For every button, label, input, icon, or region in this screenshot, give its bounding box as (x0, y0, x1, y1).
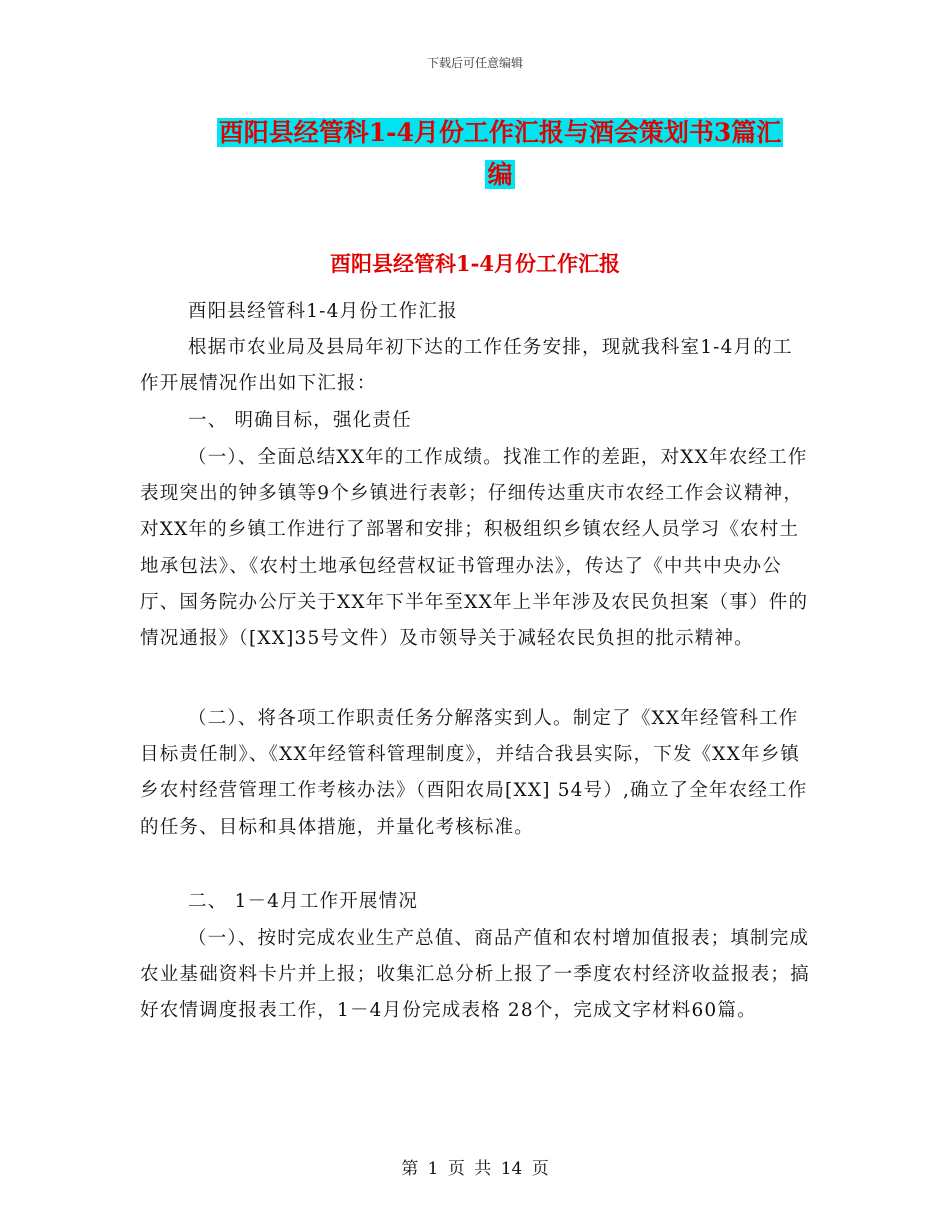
document-title (190, 112, 810, 196)
heading-one: 一、 明确目标，强化责任 (188, 410, 412, 431)
paragraph-item-3: （一）、按时完成农业生产总值、商品产值和农村增加值报表；填制完成农业基础资料卡片并上报；收集汇总分析上报了一季度农村经济收益报表；搞好农情调度报表工作，1－4月份完成表格 28个，完成文字材料60篇。 (140, 928, 810, 1022)
section-title: 酉阳县经管科1-4月份工作汇报 (330, 251, 620, 276)
heading-two: 二、 1－4月工作开展情况 (188, 891, 419, 912)
paragraph-subtitle: 酉阳县经管科1-4月份工作汇报 (188, 301, 458, 322)
paragraph-item-1: （一）、全面总结XX年的工作成绩。找准工作的差距，对XX年农经工作表现突出的钟多镇等9个乡镇进行表彰；仔细传达重庆市农经工作会议精神，对XX年的乡镇工作进行了部署和安排；积极组织乡镇农经人员学习《农村土地承包法》、《农村土地承包经营权证书管理办法》，传达了《中共中央办公厅、国务院办公厅关于XX年下半年至XX年上半年涉及农民负担案（事）件的情况通报》（[XX]35号文件）及市领导关于减轻农民负担的批示精神。 (140, 447, 809, 650)
header-note: 下载后可任意编辑 (426, 56, 523, 70)
paragraph-item-2: （二）、将各项工作职责任务分解落实到人。制定了《XX年经管科工作目标责任制》、《XX年经管科管理制度》，并结合我县实际，下发《XX年乡镇乡农村经营管理工作考核办法》（酉阳农局[XX] 54号）,确立了全年农经工作的任务、目标和具体措施，并量化考核标准。 (140, 708, 808, 838)
title-line-2: 编 (487, 160, 513, 189)
title-line-1: 酉阳县经管科1-4月份工作汇报与酒会策划书3篇汇 (218, 118, 782, 147)
paragraph-intro: 根据市农业局及县局年初下达的工作任务安排，现就我科室1-4月的工作开展情况作出如下汇报： (140, 337, 793, 395)
page-footer: 第 1 页 共 14 页 (401, 1159, 549, 1179)
